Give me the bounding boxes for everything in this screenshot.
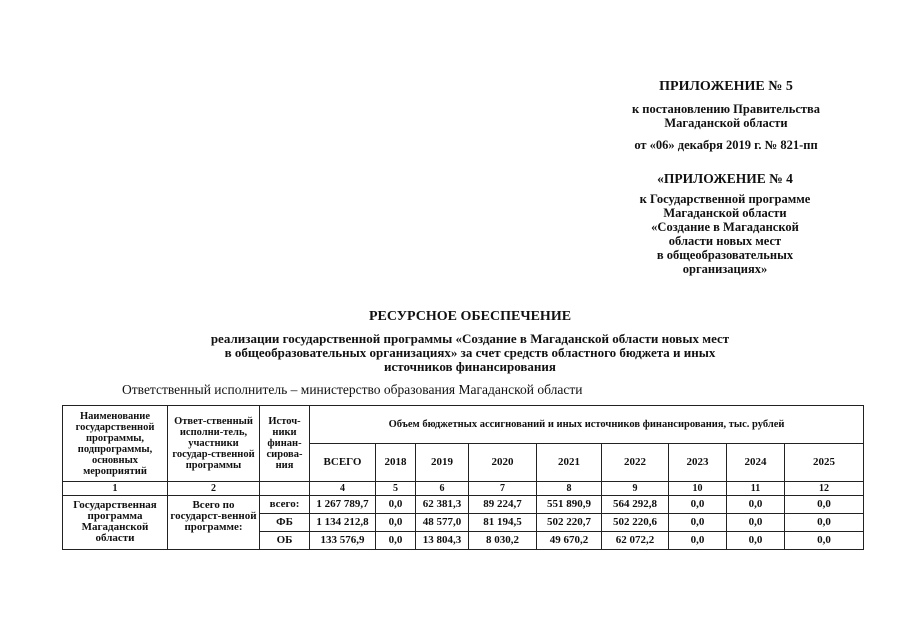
source-cell: ФБ: [260, 514, 310, 532]
appendix-4-line: организациях»: [682, 262, 768, 276]
value-cell: 0,0: [669, 514, 727, 532]
value-cell: 0,0: [727, 496, 785, 514]
column-number: 11: [727, 482, 785, 496]
value-cell: 502 220,6: [602, 514, 669, 532]
document-title: РЕСУРСНОЕ ОБЕСПЕЧЕНИЕ: [368, 309, 572, 324]
source-cell: ОБ: [260, 532, 310, 550]
appendix-5-line2: Магаданской области: [664, 116, 788, 130]
table-row: [63, 496, 864, 514]
header-responsible: Ответ-ственный исполни-тель, участники государ-ственной программы: [168, 406, 260, 482]
value-cell: 502 220,7: [537, 514, 602, 532]
value-cell: 62 381,3: [416, 496, 469, 514]
value-cell: 1 134 212,8: [310, 514, 376, 532]
value-cell: 8 030,2: [469, 532, 537, 550]
document-subtitle-line: источников финансирования: [384, 359, 556, 374]
header-year-total: ВСЕГО: [310, 444, 376, 482]
value-cell: 0,0: [376, 496, 416, 514]
value-cell: 0,0: [376, 514, 416, 532]
responsible-executor: Ответственный исполнитель – министерство образования Магаданской области: [122, 382, 583, 397]
document-title-block: [120, 310, 820, 374]
value-cell: 48 577,0: [416, 514, 469, 532]
value-cell: 62 072,2: [602, 532, 669, 550]
column-number: 6: [416, 482, 469, 496]
value-cell: 81 194,5: [469, 514, 537, 532]
appendix-5-block: [596, 80, 856, 152]
header-year: 2019: [416, 444, 469, 482]
value-cell: 49 670,2: [537, 532, 602, 550]
value-cell: 0,0: [376, 532, 416, 550]
value-cell: 0,0: [669, 496, 727, 514]
appendix-4-line: в общеобразовательных: [656, 248, 794, 262]
responsible-cell: Всего по государст-венной программе:: [168, 496, 260, 550]
header-year: 2020: [469, 444, 537, 482]
header-volume: Объем бюджетных ассигнований и иных источников финансирования, тыс. рублей: [310, 406, 864, 444]
appendix-4-line: «Создание в Магаданской: [651, 220, 799, 234]
value-cell: 0,0: [727, 514, 785, 532]
column-number: [260, 482, 310, 496]
header-funding-source: Источ-ники финан-сирова-ния: [260, 406, 310, 482]
value-cell: 0,0: [785, 496, 864, 514]
document-subtitle-line: в общеобразовательных организациях» за счет средств областного бюджета и иных: [224, 345, 716, 360]
value-cell: 13 804,3: [416, 532, 469, 550]
column-number: 1: [63, 482, 168, 496]
appendix-5-title: ПРИЛОЖЕНИЕ № 5: [659, 79, 793, 94]
column-number: 2: [168, 482, 260, 496]
header-year: 2018: [376, 444, 416, 482]
document-subtitle-line: реализации государственной программы «Создание в Магаданской области новых мест: [210, 331, 730, 346]
appendix-4-line: области новых мест: [668, 234, 782, 248]
value-cell: 89 224,7: [469, 496, 537, 514]
appendix-4-title: «ПРИЛОЖЕНИЕ № 4: [657, 171, 793, 186]
appendix-4-block: [600, 172, 850, 276]
header-year: 2024: [727, 444, 785, 482]
value-cell: 0,0: [727, 532, 785, 550]
column-number: 10: [669, 482, 727, 496]
appendix-5-line1: к постановлению Правительства: [631, 102, 821, 116]
appendix-4-line: Магаданской области: [663, 206, 787, 220]
value-cell: 0,0: [669, 532, 727, 550]
program-name-cell: Государственная программа Магаданской области: [63, 496, 168, 550]
value-cell: 1 267 789,7: [310, 496, 376, 514]
appendix-5-date: от «06» декабря 2019 г. № 821-пп: [634, 138, 818, 152]
resource-table: [62, 405, 864, 550]
column-number: 8: [537, 482, 602, 496]
header-year: 2023: [669, 444, 727, 482]
value-cell: 0,0: [785, 514, 864, 532]
header-year: 2025: [785, 444, 864, 482]
value-cell: 564 292,8: [602, 496, 669, 514]
header-year: 2022: [602, 444, 669, 482]
column-number: 5: [376, 482, 416, 496]
source-cell: всего:: [260, 496, 310, 514]
column-number-row: [63, 482, 864, 496]
column-number: 12: [785, 482, 864, 496]
value-cell: 551 890,9: [537, 496, 602, 514]
header-year: 2021: [537, 444, 602, 482]
appendix-4-line: к Государственной программе: [639, 192, 811, 206]
column-number: 4: [310, 482, 376, 496]
column-number: 9: [602, 482, 669, 496]
value-cell: 0,0: [785, 532, 864, 550]
value-cell: 133 576,9: [310, 532, 376, 550]
header-program-name: Наименование государственной программы, подпрограммы, основных мероприятий: [63, 406, 168, 482]
column-number: 7: [469, 482, 537, 496]
